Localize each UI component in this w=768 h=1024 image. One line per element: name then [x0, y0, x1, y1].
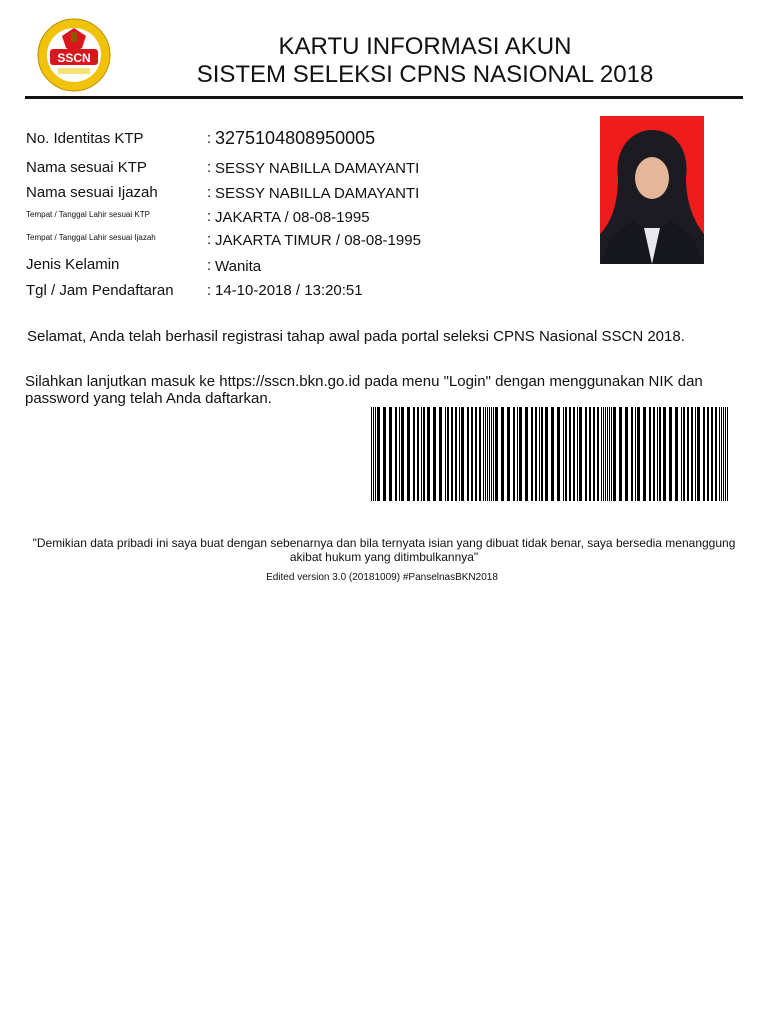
registration-barcode — [371, 407, 729, 501]
svg-text:SSCN: SSCN — [57, 51, 91, 65]
header-divider — [25, 96, 743, 99]
ttl-ijazah-value: JAKARTA TIMUR / 08-08-1995 — [215, 232, 421, 249]
nama-ktp-value: SESSY NABILLA DAMAYANTI — [215, 160, 420, 177]
colon: : — [207, 159, 212, 176]
colon: : — [207, 130, 212, 147]
sscn-logo — [34, 18, 114, 92]
tgl-daftar-label: Tgl / Jam Pendaftaran — [26, 282, 174, 299]
nama-ijazah-value: SESSY NABILLA DAMAYANTI — [215, 185, 420, 202]
field-ttl-ijazah — [0, 231, 600, 253]
ttl-ijazah-label: Tempat / Tanggal Lahir sesuai Ijazah — [26, 233, 156, 242]
colon: : — [207, 208, 212, 225]
field-ttl-ktp — [0, 208, 600, 230]
field-tgl-daftar — [0, 281, 600, 303]
version-note: Edited version 3.0 (20181009) #PanselnasBKN2018 — [266, 572, 498, 583]
nik-value: 3275104808950005 — [215, 128, 376, 148]
field-nama-ijazah — [0, 184, 600, 206]
profile-photo — [600, 116, 704, 264]
login-instruction: Silahkan lanjutkan masuk ke https://sscn.bkn.go.id pada menu "Login" dengan menggunakan NIK dan password yang telah Anda daftarkan. — [25, 373, 703, 407]
declaration-statement: "Demikian data pribadi ini saya buat dengan sebenarnya dan bila ternyata isian yang dibuat tidak benar, saya bersedia menanggung akibat hukum yang ditimbulkannya" — [32, 536, 736, 564]
jenis-kelamin-value: Wanita — [215, 258, 262, 275]
page-title-line2: SISTEM SELEKSI CPNS NASIONAL 2018 — [196, 61, 654, 88]
ttl-ktp-label: Tempat / Tanggal Lahir sesuai KTP — [26, 210, 150, 219]
nama-ktp-label: Nama sesuai KTP — [26, 159, 147, 176]
jenis-kelamin-label: Jenis Kelamin — [26, 256, 120, 273]
colon: : — [207, 257, 212, 274]
page-title-line1: KARTU INFORMASI AKUN — [278, 33, 572, 60]
colon: : — [207, 282, 212, 299]
success-message: Selamat, Anda telah berhasil registrasi tahap awal pada portal seleksi CPNS Nasional SSCN 2018. — [27, 328, 685, 345]
field-nik — [0, 128, 600, 150]
nama-ijazah-label: Nama sesuai Ijazah — [26, 184, 158, 201]
nik-label: No. Identitas KTP — [26, 130, 144, 147]
colon: : — [207, 184, 212, 201]
field-nama-ktp — [0, 159, 600, 181]
ttl-ktp-value: JAKARTA / 08-08-1995 — [215, 209, 370, 226]
colon: : — [207, 231, 212, 248]
tgl-daftar-value: 14-10-2018 / 13:20:51 — [215, 282, 363, 299]
field-jenis-kelamin — [0, 256, 600, 278]
